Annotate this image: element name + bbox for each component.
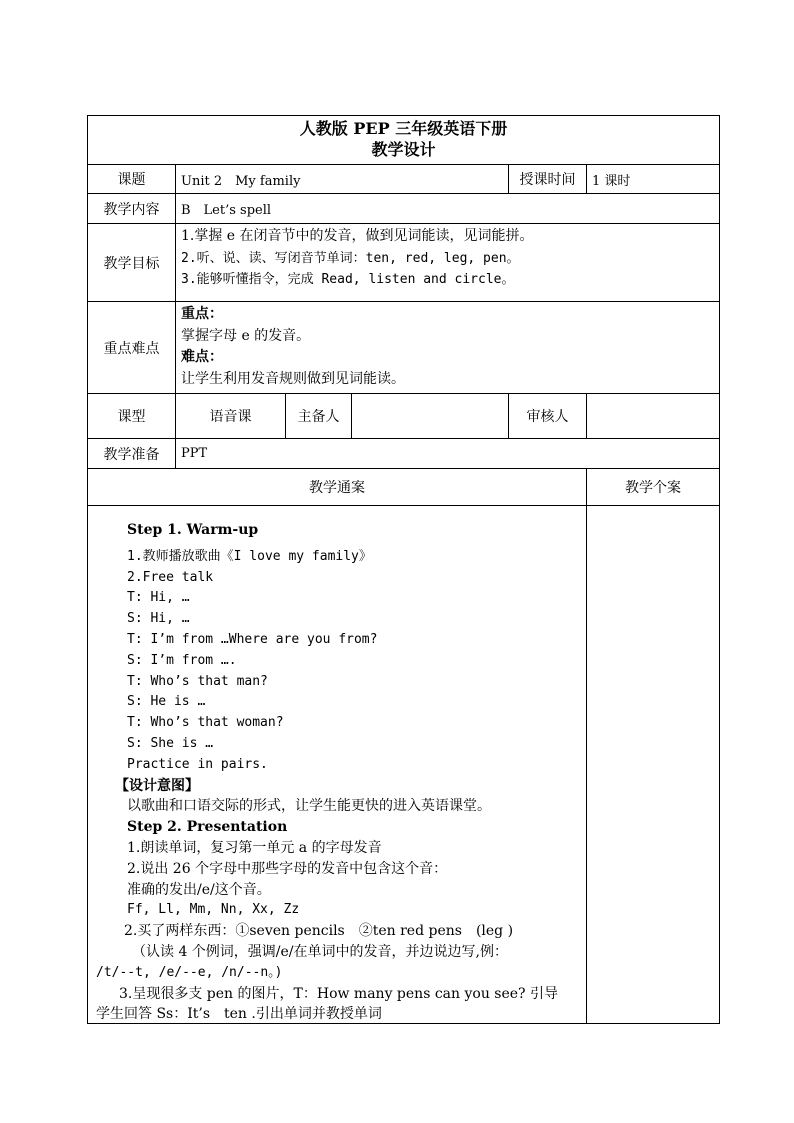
goal-item: 3.能够听懂指令，完成 Read, listen and circle。 xyxy=(181,272,515,287)
content-row xyxy=(88,193,719,223)
step2-line: 2.说出 26 个字母中那些字母的发音中包含这个音： xyxy=(127,860,448,877)
step1-line: T: Who’s that woman? xyxy=(127,715,284,731)
type-row xyxy=(88,393,719,438)
step2-item2-line2: （认读 4 个例词，强调/e/在单词中的发音，并边说边写,例： xyxy=(132,943,508,960)
common-plan-label: 教学通案 xyxy=(309,480,365,496)
common-plan-body xyxy=(88,505,586,1023)
step1-line: T: Hi, … xyxy=(127,590,190,606)
goal-item: 1.掌握 e 在闭音节中的发音，做到见词能读，见词能拼。 xyxy=(181,228,534,244)
goal-item: 2.听、说、读、写闭音节单词：ten, red, leg, pen。 xyxy=(181,250,520,266)
step1-line: 1.教师播放歌曲《I love my family》 xyxy=(127,548,372,564)
document-title xyxy=(88,116,719,166)
content-value: B Let’s spell xyxy=(175,194,719,223)
key-heading: 重点： xyxy=(181,306,223,322)
step2-line: Ff, Ll, Mm, Nn, Xx, Zz xyxy=(127,902,300,918)
step2-line: 准确的发出/e/这个音。 xyxy=(127,881,271,898)
step1-line: S: Hi, … xyxy=(127,611,190,627)
step2-item3-line2: 学生回答 Ss：It’s ten .引出单词并教授单词 xyxy=(96,1006,382,1023)
lead-label: 主备人 xyxy=(285,394,351,438)
design-intent-title: 【设计意图】 xyxy=(115,777,199,794)
title-line-2: 教学设计 xyxy=(371,140,436,159)
goals-row xyxy=(88,223,719,301)
review-label: 审核人 xyxy=(508,394,586,438)
plan-header-row xyxy=(88,468,719,505)
prep-label: 教学准备 xyxy=(103,446,160,463)
difficult-heading: 难点： xyxy=(181,349,223,365)
time-label: 授课时间 xyxy=(508,165,586,193)
title-line-1: 人教版 PEP 三年级英语下册 xyxy=(299,119,508,138)
step1-line: T: Who’s that man? xyxy=(127,673,268,689)
step1-line: Practice in pairs. xyxy=(127,756,268,772)
prep-value: PPT xyxy=(175,439,719,468)
key-points-label: 重点难点 xyxy=(103,340,160,357)
step2-item2-line1: 2.买了两样东西：①seven pencils ②ten red pens (leg ) xyxy=(124,923,514,940)
content-label: 教学内容 xyxy=(103,201,160,218)
key-points-row xyxy=(88,301,719,393)
individual-plan-label: 教学个案 xyxy=(586,469,719,505)
type-value: 语音课 xyxy=(175,394,285,438)
difficult-text: 让学生利用发音规则做到见词能读。 xyxy=(181,370,405,387)
topic-value: Unit 2 My family xyxy=(175,165,508,193)
topic-row xyxy=(88,164,719,193)
review-value xyxy=(586,394,719,438)
step2-title: Step 2. Presentation xyxy=(127,819,288,836)
step1-line: T: I’m from …Where are you from? xyxy=(127,631,378,647)
type-label: 课型 xyxy=(117,409,146,425)
step2-item2-line3: /t/--t, /e/--e, /n/--n。) xyxy=(96,964,283,980)
step1-title: Step 1. Warm-up xyxy=(127,522,259,538)
step1-line: S: I’m from …. xyxy=(127,652,237,668)
prep-row xyxy=(88,438,719,468)
individual-plan-body xyxy=(586,505,719,1023)
topic-label: 课题 xyxy=(117,172,146,188)
lead-value xyxy=(351,394,508,438)
step1-line: S: She is … xyxy=(127,735,214,751)
design-intent-text: 以歌曲和口语交际的形式，让学生能更快的进入英语课堂。 xyxy=(127,798,491,815)
step2-line: 1.朗读单词，复习第一单元 a 的字母发音 xyxy=(127,839,382,856)
key-text: 掌握字母 e 的发音。 xyxy=(181,327,311,344)
goals-list xyxy=(175,224,719,301)
step1-line: S: He is … xyxy=(127,694,206,710)
step1-line: 2.Free talk xyxy=(127,569,214,585)
goals-label: 教学目标 xyxy=(103,255,160,272)
step2-item3-line1: 3.呈现很多支 pen 的图片，T：How many pens can you see? 引导 xyxy=(119,985,558,1002)
key-points-content xyxy=(175,302,719,393)
lesson-plan-table xyxy=(87,115,720,1024)
time-value: 1 课时 xyxy=(586,165,719,193)
